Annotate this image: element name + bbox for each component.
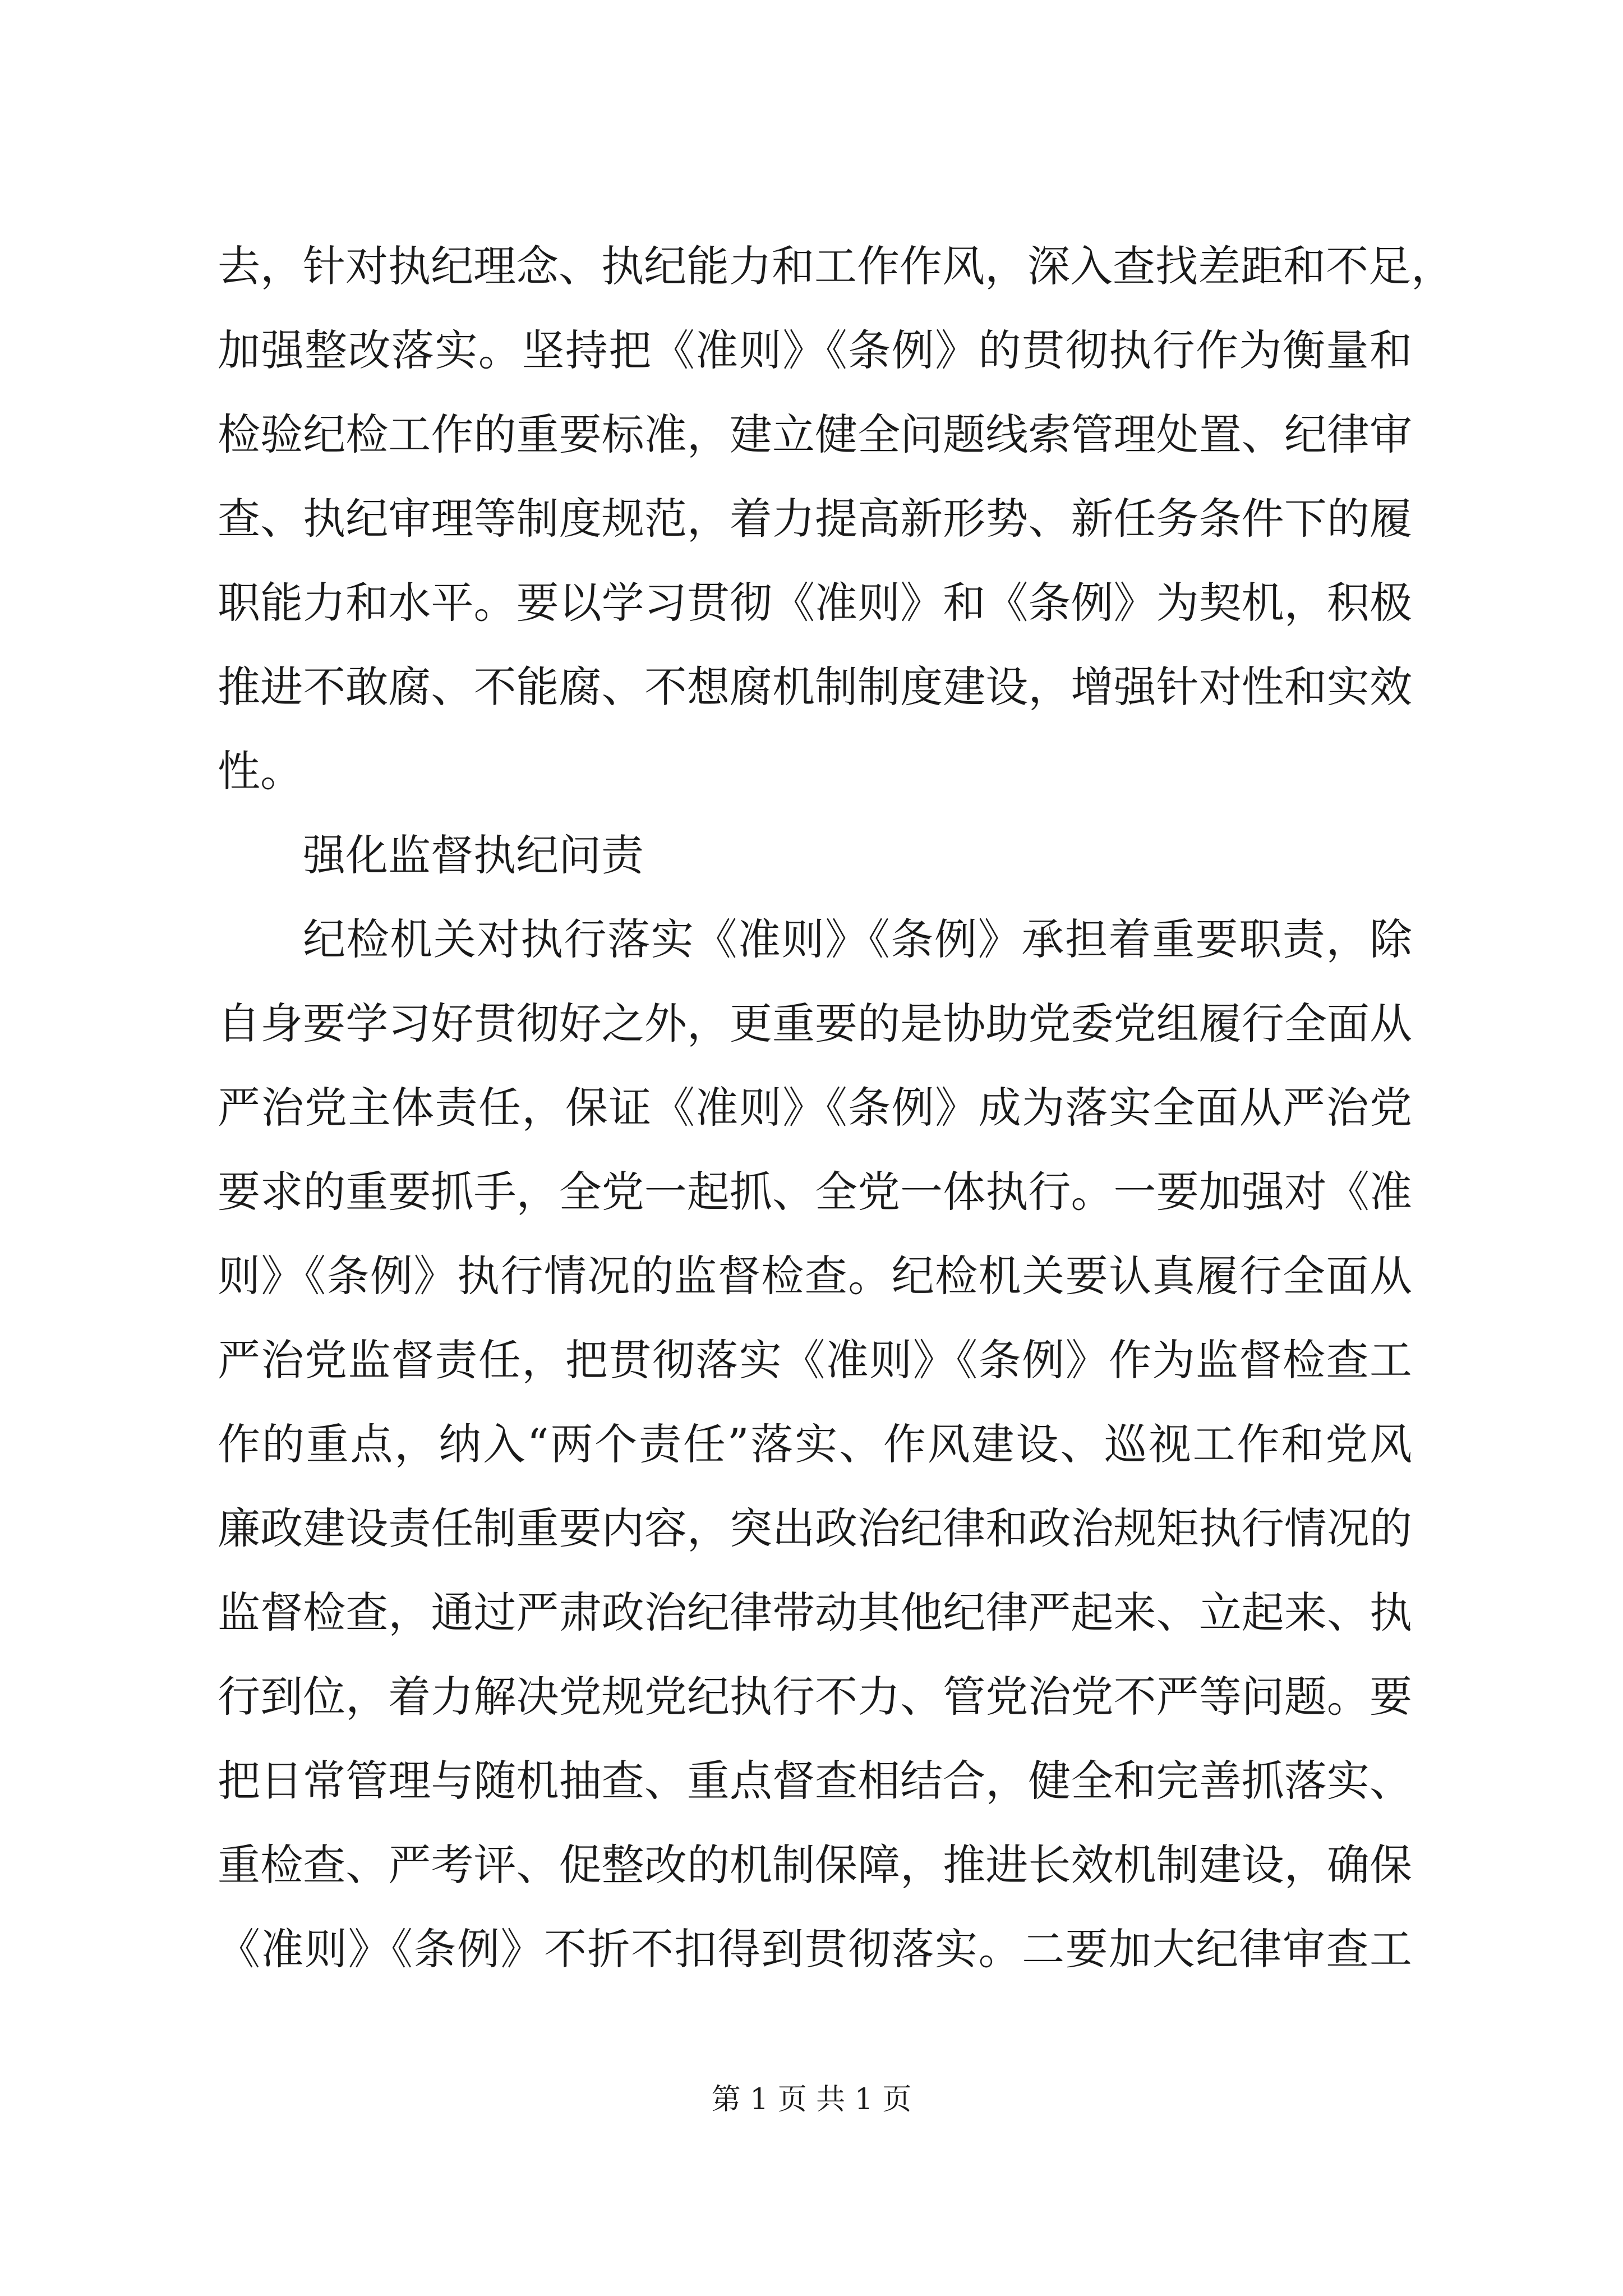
page-number-footer: 第 1 页 共 1 页 xyxy=(711,2083,912,2116)
text-line: 廉政建设责任制重要内容，突出政治纪律和政治规矩执行情况的 xyxy=(218,1503,1412,1553)
text-line: 行到位，着力解决党规党纪执行不力、管党治党不严等问题。要 xyxy=(218,1672,1412,1722)
text-line: 去，针对执纪理念、执纪能力和工作作风，深入查找差距和不足， xyxy=(218,241,1454,291)
text-line: 职能力和水平。要以学习贯彻《准则》和《条例》为契机，积极 xyxy=(218,578,1412,628)
text-line: 加强整改落实。坚持把《准则》《条例》的贯彻执行作为衡量和 xyxy=(218,325,1412,375)
text-line: 严治党监督责任，把贯彻落实《准则》《条例》作为监督检查工 xyxy=(218,1335,1412,1385)
text-line: 作的重点，纳入“两个责任”落实、作风建设、巡视工作和党风 xyxy=(218,1419,1412,1469)
text-line: 严治党主体责任，保证《准则》《条例》成为落实全面从严治党 xyxy=(218,1083,1412,1133)
text-line: 监督检查，通过严肃政治纪律带动其他纪律严起来、立起来、执 xyxy=(218,1588,1412,1637)
text-line: 性。 xyxy=(218,746,303,796)
text-line: 则》《条例》执行情况的监督检查。纪检机关要认真履行全面从 xyxy=(218,1251,1412,1301)
text-line: 把日常管理与随机抽查、重点督查相结合，健全和完善抓落实、 xyxy=(218,1756,1412,1806)
text-line: 重检查、严考评、促整改的机制保障，推进长效机制建设，确保 xyxy=(218,1840,1412,1890)
text-line: 自身要学习好贯彻好之外，更重要的是协助党委党组履行全面从 xyxy=(218,999,1412,1048)
text-line: 检验纪检工作的重要标准，建立健全问题线索管理处置、纪律审 xyxy=(218,409,1412,459)
text-line: 要求的重要抓手，全党一起抓、全党一体执行。一要加强对《准 xyxy=(218,1167,1412,1217)
text-line: 纪检机关对执行落实《准则》《条例》承担着重要职责，除 xyxy=(303,914,1412,964)
text-line: 查、执纪审理等制度规范，着力提高新形势、新任务条件下的履 xyxy=(218,494,1412,544)
text-line: 推进不敢腐、不能腐、不想腐机制制度建设，增强针对性和实效 xyxy=(218,662,1412,712)
text-line: 《准则》《条例》不折不扣得到贯彻落实。二要加大纪律审查工 xyxy=(218,1924,1412,1974)
section-heading: 强化监督执纪问责 xyxy=(303,830,644,880)
